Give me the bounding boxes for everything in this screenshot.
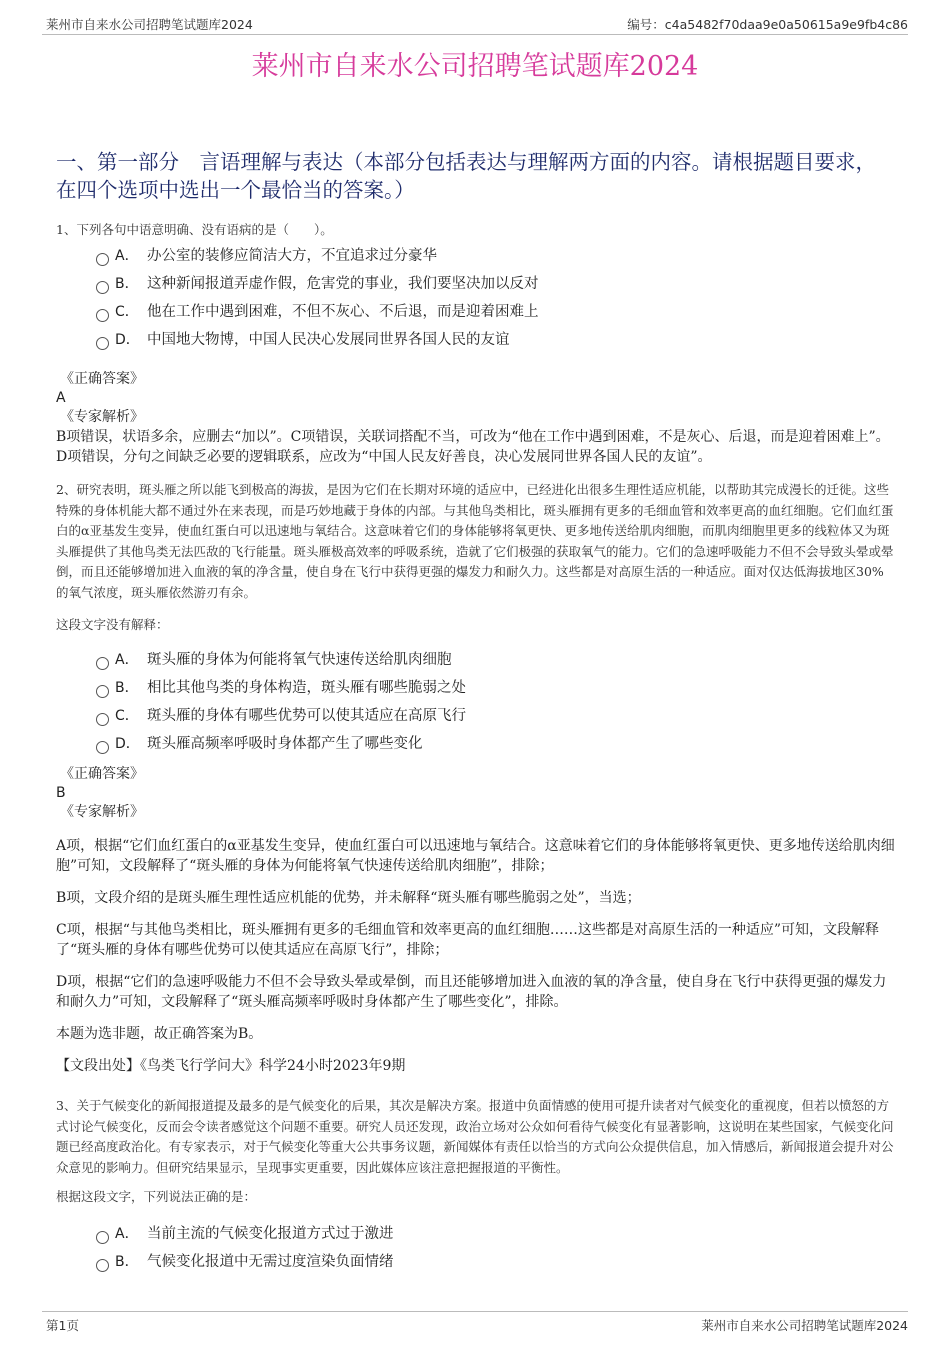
radio-button-icon[interactable]	[96, 281, 109, 294]
question-3	[56, 1096, 896, 1178]
option-list	[96, 1220, 896, 1276]
analysis-paragraph: A项，根据“它们血红蛋白的α亚基发生变异，使血红蛋白可以迅速地与氧结合。这意味着它们的身体能够将氧更快、更多地传送给肌肉细胞”可知，文段解释了“斑头雁的身体为何能将氧气快速传送给肌肉细胞”，排除；	[56, 838, 895, 874]
question-stem: 根据这段文字，下列说法正确的是：	[56, 1189, 257, 1204]
page-title: 莱州市自来水公司招聘笔试题库2024	[251, 51, 699, 82]
question-1	[56, 220, 896, 354]
question-2-options	[56, 646, 896, 758]
option-a[interactable]: A． 当前主流的气候变化报道方式过于激进	[96, 1220, 896, 1248]
question-stem: 1、下列各句中语意明确、没有语病的是（ ）。	[56, 222, 333, 237]
option-d[interactable]: D． 中国地大物博，中国人民决心发展同世界各国人民的友谊	[96, 326, 896, 354]
footer-doc-title: 莱州市自来水公司招聘笔试题库2024	[701, 1318, 908, 1333]
option-b[interactable]: B． 这种新闻报道弄虚作假，危害党的事业，我们要坚决加以反对	[96, 270, 896, 298]
analysis-paragraph: B项，文段介绍的是斑头雁生理性适应机能的优势，并未解释“斑头雁有哪些脆弱之处”，当选；	[56, 890, 641, 906]
header-doc-id: 编号：c4a5482f70daa9e0a50615a9e9fb4c86	[627, 17, 908, 32]
answer-label: 《正确答案》	[60, 371, 144, 387]
radio-button-icon[interactable]	[96, 309, 109, 322]
header-doc-title: 莱州市自来水公司招聘笔试题库2024	[46, 17, 253, 32]
analysis-label: 《专家解析》	[60, 804, 144, 820]
analysis-paragraph: D项，根据“它们的急速呼吸能力不但不会导致头晕或晕倒，而且还能够增加进入血液的氧的净含量，使自身在飞行中获得更强的爆发力和耐久力”可知，文段解释了“斑头雁高频率呼吸时身体都产生了哪些变化”，排除。	[56, 974, 887, 1010]
option-a[interactable]: A． 斑头雁的身体为何能将氧气快速传送给肌肉细胞	[96, 646, 896, 674]
option-list	[96, 646, 896, 758]
question-stem: 这段文字没有解释：	[56, 617, 169, 632]
analysis-label: 《专家解析》	[60, 409, 144, 425]
question-3-options	[56, 1220, 896, 1276]
radio-button-icon[interactable]	[96, 713, 109, 726]
analysis-text: B项错误，状语多余，应删去“加以”。C项错误，关联词搭配不当，可改为“他在工作中遇到困难，不是灰心、后退，而是迎着困难上”。D项错误，分句之间缺乏必要的逻辑联系，应改为“中国人民友好善良，决心发展同世界各国人民的友谊”。	[56, 429, 890, 465]
option-d[interactable]: D． 斑头雁高频率呼吸时身体都产生了哪些变化	[96, 730, 896, 758]
question-3-stem	[56, 1187, 896, 1208]
radio-button-icon[interactable]	[96, 337, 109, 350]
analysis-paragraph: C项，根据“与其他鸟类相比，斑头雁拥有更多的毛细血管和效率更高的血红细胞……这些都是对高原生活的一种适应”可知，文段解释了“斑头雁的身体有哪些优势可以使其适应在高原飞行”，排除；	[56, 922, 880, 958]
page-footer	[42, 1311, 908, 1340]
section-heading: 一、第一部分 言语理解与表达（本部分包括表达与理解两方面的内容。请根据题目要求，在四个选项中选出一个最恰当的答案。）	[56, 150, 876, 202]
radio-button-icon[interactable]	[96, 1231, 109, 1244]
question-2-answer	[56, 764, 896, 822]
radio-button-icon[interactable]	[96, 253, 109, 266]
radio-button-icon[interactable]	[96, 741, 109, 754]
radio-button-icon[interactable]	[96, 657, 109, 670]
question-passage: 3、关于气候变化的新闻报道提及最多的是气候变化的后果，其次是解决方案。报道中负面情感的使用可提升读者对气候变化的重视度，但若以愤怒的方式讨论气候变化，反而会令读者感觉这个问题不重要。研究人员还发现，政治立场对公众如何看待气候变化有显著影响，这说明在某些国家，气候变化问题已经高度政治化。有专家表示，对于气候变化等重大公共事务议题，新闻媒体有责任以恰当的方式向公众提供信息，加入情感后，新闻报道会提升对公众意见的影响力。但研究结果显示，呈现事实更重要，因此媒体应该注意把握报道的平衡性。	[56, 1098, 894, 1175]
radio-button-icon[interactable]	[96, 685, 109, 698]
option-c[interactable]: C． 斑头雁的身体有哪些优势可以使其适应在高原飞行	[96, 702, 896, 730]
radio-button-icon[interactable]	[96, 1259, 109, 1272]
question-2	[56, 480, 896, 603]
question-1-answer	[56, 369, 896, 467]
source-citation: 【文段出处】《鸟类飞行学问大》科学24小时2023年9期	[56, 1058, 406, 1074]
answer-value: A	[56, 390, 66, 406]
analysis-paragraph: 本题为选非题，故正确答案为B。	[56, 1026, 263, 1042]
option-c[interactable]: C． 他在工作中遇到困难，不但不灰心、不后退，而是迎着困难上	[96, 298, 896, 326]
option-b[interactable]: B． 相比其他鸟类的身体构造，斑头雁有哪些脆弱之处	[96, 674, 896, 702]
question-passage: 2、研究表明，斑头雁之所以能飞到极高的海拔，是因为它们在长期对环境的适应中，已经进化出很多生理性适应机能，以帮助其完成漫长的迁徙。这些特殊的身体机能大都不通过外在来表现，而是巧妙地藏于身体的内部。与其他鸟类相比，斑头雁拥有更多的毛细血管和效率更高的血红细胞。它们血红蛋白的α亚基发生变异，使血红蛋白可以迅速地与氧结合。这意味着它们的身体能够将氧更快、更多地传送给肌肉细胞，而肌肉细胞里更多的线粒体又为斑头雁提供了其他鸟类无法匹敌的飞行能量。斑头雁极高效率的呼吸系统，造就了它们极强的获取氧气的能力。它们的急速呼吸能力不但不会导致头晕或晕倒，而且还能够增加进入血液的氧的净含量，使自身在飞行中获得更强的爆发力和耐久力。这些都是对高原生活的一种适应。面对仅达低海拔地区30%的氧气浓度，斑头雁依然游刃有余。	[56, 482, 894, 600]
question-2-analysis	[56, 836, 896, 1088]
option-list	[96, 242, 896, 354]
option-b[interactable]: B． 气候变化报道中无需过度渲染负面情绪	[96, 1248, 896, 1276]
answer-value: B	[56, 785, 66, 801]
option-a[interactable]: A． 办公室的装修应简洁大方，不宜追求过分豪华	[96, 242, 896, 270]
question-2-stem	[56, 615, 896, 636]
answer-label: 《正确答案》	[60, 766, 144, 782]
page-header	[42, 10, 908, 35]
page-number: 第1页	[46, 1318, 79, 1333]
